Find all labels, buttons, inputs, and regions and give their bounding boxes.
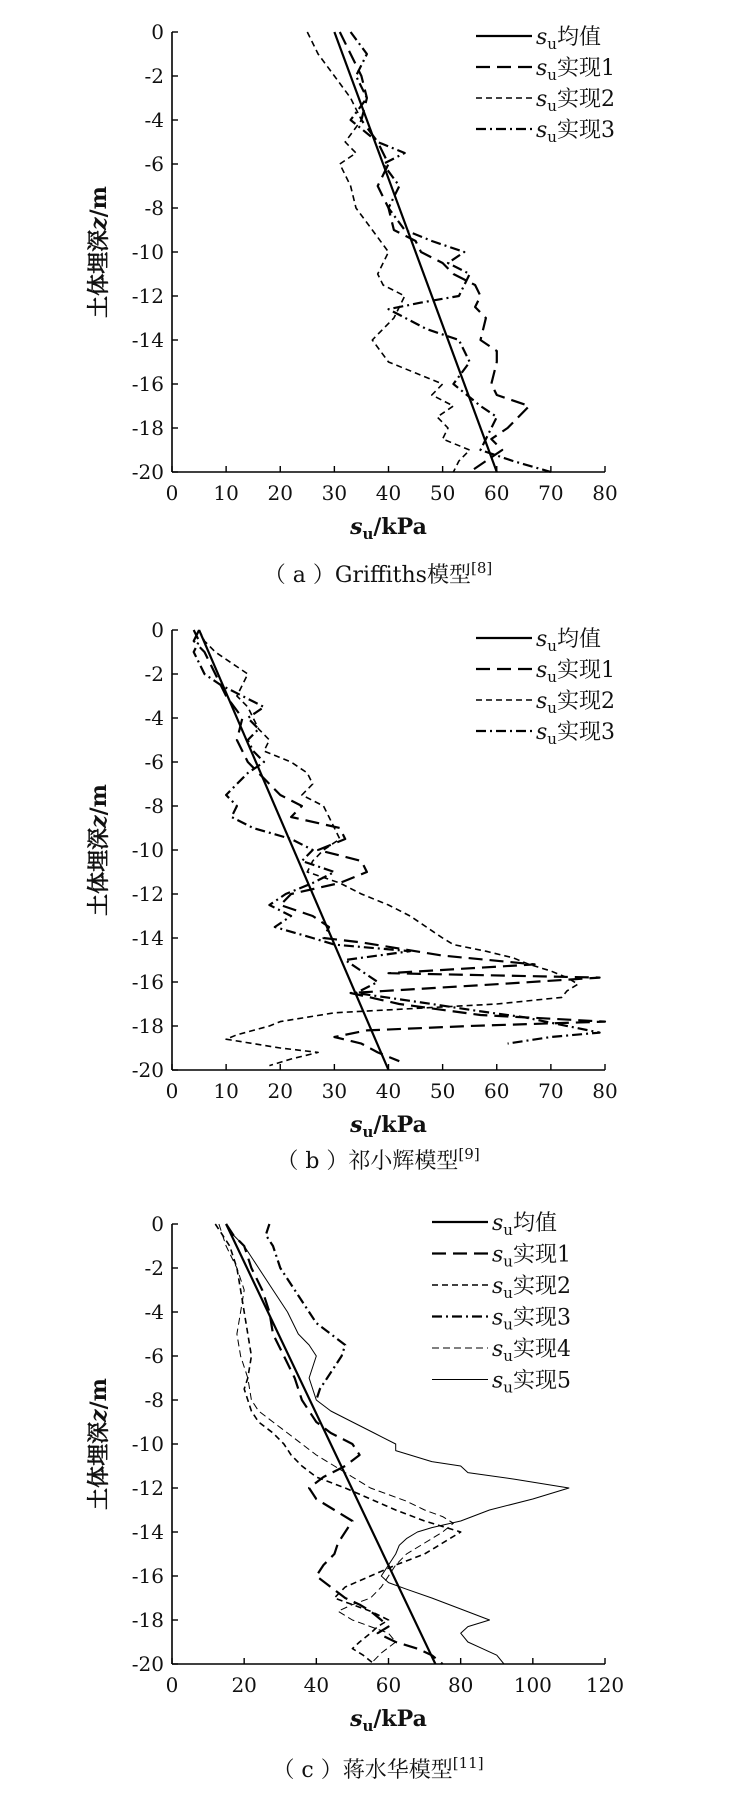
- x-tick-label: 20: [231, 1673, 257, 1697]
- series-line-0: [226, 1224, 435, 1664]
- x-tick-label: 80: [592, 1079, 618, 1103]
- y-tick-label: -20: [131, 460, 164, 484]
- x-tick-label: 70: [538, 1079, 564, 1103]
- chart-panel-2: [86, 1211, 624, 1783]
- chart-caption: （ b ）祁小辉模型[9]: [276, 1145, 480, 1174]
- legend-entry-4: $s_u$实现4: [492, 1337, 571, 1365]
- x-tick-label: 10: [213, 1079, 239, 1103]
- legend-entry-1: $s_u$实现1: [536, 658, 615, 686]
- legend-entry-3: $s_u$实现3: [492, 1305, 571, 1334]
- series-line-2: [199, 630, 578, 1066]
- x-tick-label: 20: [267, 481, 293, 505]
- x-tick-label: 0: [165, 1673, 179, 1697]
- x-tick-label: 60: [484, 481, 510, 505]
- y-tick-label: -4: [144, 706, 164, 730]
- x-tick-label: 10: [213, 481, 239, 505]
- y-tick-label: -16: [131, 372, 164, 396]
- y-tick-label: -10: [131, 1432, 164, 1456]
- x-tick-label: 40: [375, 481, 402, 505]
- y-tick-label: -16: [131, 970, 164, 994]
- legend-entry-2: $s_u$实现2: [536, 87, 615, 115]
- y-tick-label: -12: [131, 882, 164, 906]
- y-tick-label: 0: [151, 20, 164, 44]
- y-tick-label: -14: [131, 328, 164, 352]
- series-line-3: [266, 1224, 345, 1400]
- legend-entry-3: $s_u$实现3: [536, 118, 615, 146]
- x-tick-label: 60: [375, 1673, 402, 1697]
- legend-entry-1: $s_u$实现1: [492, 1242, 571, 1271]
- y-tick-label: -8: [144, 794, 164, 818]
- x-tick-label: 60: [484, 1079, 510, 1103]
- y-tick-label: -8: [144, 1388, 164, 1412]
- legend-entry-1: $s_u$实现1: [536, 56, 615, 84]
- x-tick-label: 50: [429, 481, 456, 505]
- y-tick-label: -10: [131, 240, 164, 264]
- y-axis-label: 土体埋深z/m: [86, 784, 112, 916]
- x-tick-label: 40: [303, 1673, 330, 1697]
- y-tick-label: -2: [144, 662, 164, 686]
- y-tick-label: -14: [131, 926, 164, 950]
- chart-caption: （ c ）蒋水华模型[11]: [272, 1754, 484, 1783]
- y-tick-label: -20: [131, 1058, 164, 1082]
- chart-panel-1: [86, 618, 618, 1174]
- y-tick-label: -6: [144, 1344, 164, 1368]
- x-tick-label: 120: [585, 1673, 625, 1697]
- x-tick-label: 50: [429, 1079, 456, 1103]
- legend-entry-2: $s_u$实现2: [536, 689, 615, 717]
- y-tick-label: -12: [131, 1476, 164, 1500]
- series-line-0: [334, 32, 496, 472]
- x-tick-label: 100: [513, 1673, 552, 1697]
- legend-entry-3: $s_u$实现3: [536, 720, 615, 748]
- y-tick-label: -12: [131, 284, 164, 308]
- y-tick-label: -16: [131, 1564, 164, 1588]
- y-tick-label: 0: [151, 618, 164, 642]
- x-tick-label: 80: [447, 1673, 474, 1697]
- y-tick-label: 0: [151, 1212, 164, 1236]
- series-line-2: [307, 32, 469, 472]
- y-tick-label: -20: [131, 1652, 164, 1676]
- legend-entry-0: $s_u$均值: [536, 25, 601, 53]
- y-tick-label: -2: [144, 1256, 164, 1280]
- legend-entry-2: $s_u$实现2: [492, 1274, 571, 1302]
- series-line-0: [199, 630, 388, 1070]
- y-axis-label: 土体埋深z/m: [86, 186, 112, 318]
- y-tick-label: -6: [144, 152, 164, 176]
- x-axis-label: $s_u$/kPa: [350, 1112, 427, 1141]
- y-tick-label: -2: [144, 64, 164, 88]
- x-tick-label: 30: [321, 1079, 348, 1103]
- chart-caption: （ a ）Griffiths模型[8]: [263, 559, 493, 588]
- legend-entry-5: $s_u$实现5: [492, 1368, 571, 1397]
- y-tick-label: -8: [144, 196, 164, 220]
- x-axis-label: $s_u$/kPa: [350, 1706, 427, 1735]
- y-tick-label: -6: [144, 750, 164, 774]
- x-tick-label: 80: [592, 481, 618, 505]
- x-tick-label: 0: [165, 481, 179, 505]
- legend-entry-0: $s_u$均值: [536, 627, 601, 655]
- y-tick-label: -18: [131, 1014, 164, 1038]
- x-tick-label: 40: [375, 1079, 402, 1103]
- chart-panel-0: [86, 20, 618, 588]
- x-tick-label: 70: [538, 481, 564, 505]
- y-tick-label: -18: [131, 1608, 164, 1632]
- x-tick-label: 20: [267, 1079, 293, 1103]
- y-tick-label: -14: [131, 1520, 164, 1544]
- y-tick-label: -18: [131, 416, 164, 440]
- y-tick-label: -10: [131, 838, 164, 862]
- series-line-4: [219, 1224, 454, 1664]
- y-tick-label: -4: [144, 108, 164, 132]
- x-axis-label: $s_u$/kPa: [350, 514, 427, 543]
- y-axis-label: 土体埋深z/m: [86, 1378, 112, 1510]
- series-line-2: [215, 1224, 460, 1664]
- x-tick-label: 30: [321, 481, 348, 505]
- y-tick-label: -4: [144, 1300, 164, 1324]
- x-tick-label: 0: [165, 1079, 179, 1103]
- legend-entry-0: $s_u$均值: [492, 1211, 557, 1239]
